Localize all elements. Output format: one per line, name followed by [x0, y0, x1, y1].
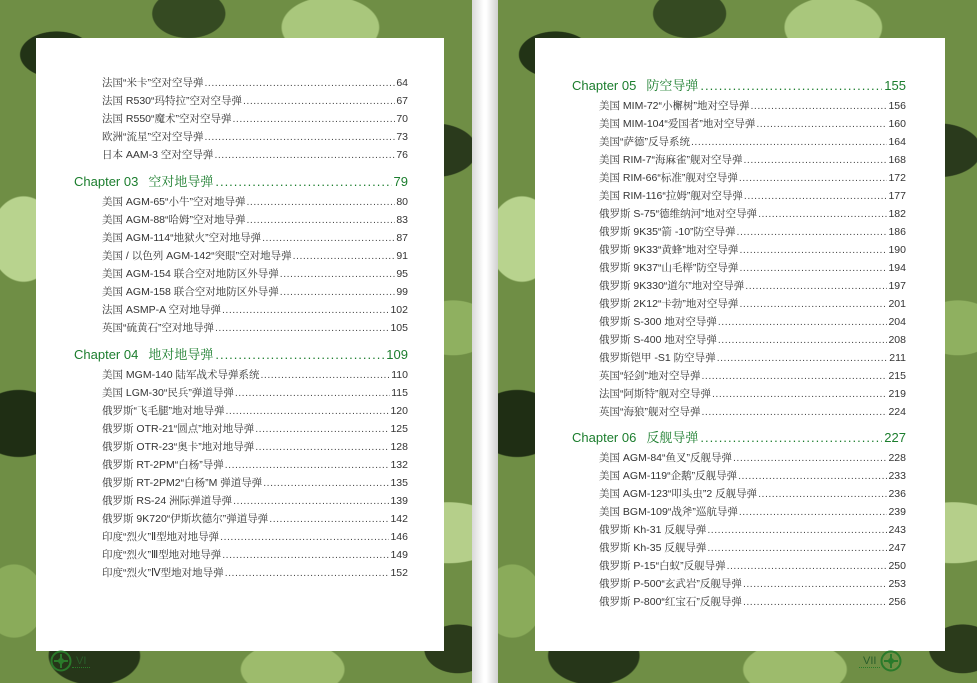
toc-entry[interactable]: 法国“阿斯特”舰对空导弹 ..... 219: [599, 387, 906, 402]
toc-entry[interactable]: 俄罗斯铠甲 -S1 防空导弹 ..... 211: [599, 351, 906, 366]
toc-entry[interactable]: 美国 AGM-84“鱼叉”反舰导弹 ..... 228: [599, 451, 906, 466]
toc-entry[interactable]: 俄罗斯 P-800“红宝石”反舰导弹 ..... 256: [599, 595, 906, 610]
toc-entry[interactable]: 美国 RIM-116“拉姆”舰对空导弹 ..... 177: [599, 189, 906, 204]
toc-entry[interactable]: 美国 MIM-72“小檞树”地对空导弹 ..... 156: [599, 99, 906, 114]
toc-entry[interactable]: 法国 ASMP-A 空对地导弹 ..... 102: [102, 303, 408, 318]
toc-entry[interactable]: 日本 AAM-3 空对空导弹 ..... 76: [102, 148, 408, 163]
chapter-heading-05[interactable]: Chapter 05 防空导弹 ..... 155: [572, 75, 906, 94]
toc-entry[interactable]: 英国“硫黄石”空对地导弹 ..... 105: [102, 321, 408, 336]
left-page: [36, 38, 444, 667]
toc-entry[interactable]: 俄罗斯 S-300 地对空导弹 ..... 204: [599, 315, 906, 330]
page-number: VI: [72, 655, 90, 668]
toc-entry[interactable]: 俄罗斯 OTR-23“奥卡”地对地导弹 ..... 128: [102, 440, 408, 455]
toc-entry[interactable]: 法国“米卡”空对空导弹 ..... 64: [102, 76, 408, 91]
toc-entry[interactable]: 美国 BGM-109“战斧”巡航导弹 ..... 239: [599, 505, 906, 520]
toc-entry[interactable]: 俄罗斯 9K37“山毛榉”防空导弹 ..... 194: [599, 261, 906, 276]
toc-entry[interactable]: 俄罗斯 9K33“黄蜂”地对空导弹 ..... 190: [599, 243, 906, 258]
toc-entry[interactable]: 俄罗斯 RT-2PM“白杨”导弹 ..... 132: [102, 458, 408, 473]
circle-cross-icon: [50, 650, 72, 672]
toc-entry[interactable]: 俄罗斯 9K330“道尔”地对空导弹 ..... 197: [599, 279, 906, 294]
toc-entry[interactable]: 印度“烈火”Ⅱ型地对地导弹 ..... 146: [102, 530, 408, 545]
toc-entry[interactable]: 美国 AGM-88“哈姆”空对地导弹 ..... 83: [102, 213, 408, 228]
toc-entry[interactable]: 俄罗斯 S-75“德维纳河”地对空导弹 ..... 182: [599, 207, 906, 222]
toc-entry[interactable]: 美国“萨德”反导系统 ..... 164: [599, 135, 906, 150]
toc-entry[interactable]: 美国 MIM-104“爱国者”地对空导弹 ..... 160: [599, 117, 906, 132]
toc-entry[interactable]: 美国 / 以色列 AGM-142“突眼”空对地导弹 ..... 91: [102, 249, 408, 264]
toc-entry[interactable]: 印度“烈火”Ⅲ型地对地导弹 ..... 149: [102, 548, 408, 563]
toc-entry[interactable]: 俄罗斯 9K720“伊斯坎德尔”弹道导弹 ..... 142: [102, 512, 408, 527]
toc-entry[interactable]: 美国 AGM-65“小牛”空对地导弹 ..... 80: [102, 195, 408, 210]
toc-entry[interactable]: 法国 R550“魔术”空对空导弹 ..... 70: [102, 112, 408, 127]
toc-entry[interactable]: 俄罗斯 RT-2PM2“白杨”M 弹道导弹 ..... 135: [102, 476, 408, 491]
book-gutter: [472, 0, 498, 683]
chapter-heading-06[interactable]: Chapter 06 反舰导弹 ..... 227: [572, 427, 906, 446]
toc-entry[interactable]: 俄罗斯 S-400 地对空导弹 ..... 208: [599, 333, 906, 348]
toc-entry[interactable]: 俄罗斯 P-15“白蚁”反舰导弹 ..... 250: [599, 559, 906, 574]
toc-entry[interactable]: 欧洲“流星”空对空导弹 ..... 73: [102, 130, 408, 145]
toc-entry[interactable]: 俄罗斯 9K35“箭 -10”防空导弹 ..... 186: [599, 225, 906, 240]
toc-entry[interactable]: 美国 AGM-119“企鹅”反舰导弹 ..... 233: [599, 469, 906, 484]
chapter-heading-03[interactable]: Chapter 03 空对地导弹 ..... 79: [74, 171, 408, 190]
folio-left: [50, 650, 90, 672]
folio-right: [859, 650, 902, 672]
toc-entry[interactable]: 法国 R530“玛特拉”空对空导弹 ..... 67: [102, 94, 408, 109]
toc-entry[interactable]: 英国“轻剑”地对空导弹 ..... 215: [599, 369, 906, 384]
toc-entry[interactable]: 美国 RIM-7“海麻雀”舰对空导弹 ..... 168: [599, 153, 906, 168]
toc-entry[interactable]: 俄罗斯 P-500“玄武岩”反舰导弹 ..... 253: [599, 577, 906, 592]
toc-entry[interactable]: 印度“烈火”Ⅳ型地对地导弹 ..... 152: [102, 566, 408, 581]
page-number: VII: [859, 655, 880, 668]
toc-entry[interactable]: 俄罗斯 Kh-31 反舰导弹 ..... 243: [599, 523, 906, 538]
toc-entry[interactable]: 英国“海狼”舰对空导弹 ..... 224: [599, 405, 906, 420]
toc-entry[interactable]: 美国 AGM-114“地狱火”空对地导弹 ..... 87: [102, 231, 408, 246]
toc-entry[interactable]: 美国 RIM-66“标准”舰对空导弹 ..... 172: [599, 171, 906, 186]
toc-entry[interactable]: 俄罗斯 OTR-21“圆点”地对地导弹 ..... 125: [102, 422, 408, 437]
toc-entry[interactable]: 美国 LGM-30“民兵”弹道导弹 ..... 115: [102, 386, 408, 401]
toc-entry[interactable]: 美国 AGM-123“叩头虫”2 反舰导弹 ..... 236: [599, 487, 906, 502]
right-page: [535, 38, 945, 667]
toc-entry[interactable]: 俄罗斯“飞毛腿”地对地导弹 ..... 120: [102, 404, 408, 419]
toc-entry[interactable]: 美国 MGM-140 陆军战术导弹系统 ..... 110: [102, 368, 408, 383]
circle-cross-icon: [880, 650, 902, 672]
toc-entry[interactable]: 美国 AGM-158 联合空对地防区外导弹 ..... 99: [102, 285, 408, 300]
toc-entry[interactable]: 俄罗斯 2K12“卡勃”地对空导弹 ..... 201: [599, 297, 906, 312]
toc-entry[interactable]: 俄罗斯 RS-24 洲际弹道导弹 ..... 139: [102, 494, 408, 509]
chapter-heading-04[interactable]: Chapter 04 地对地导弹 ..... 109: [74, 344, 408, 363]
toc-entry[interactable]: 美国 AGM-154 联合空对地防区外导弹 ..... 95: [102, 267, 408, 282]
toc-entry[interactable]: 俄罗斯 Kh-35 反舰导弹 ..... 247: [599, 541, 906, 556]
